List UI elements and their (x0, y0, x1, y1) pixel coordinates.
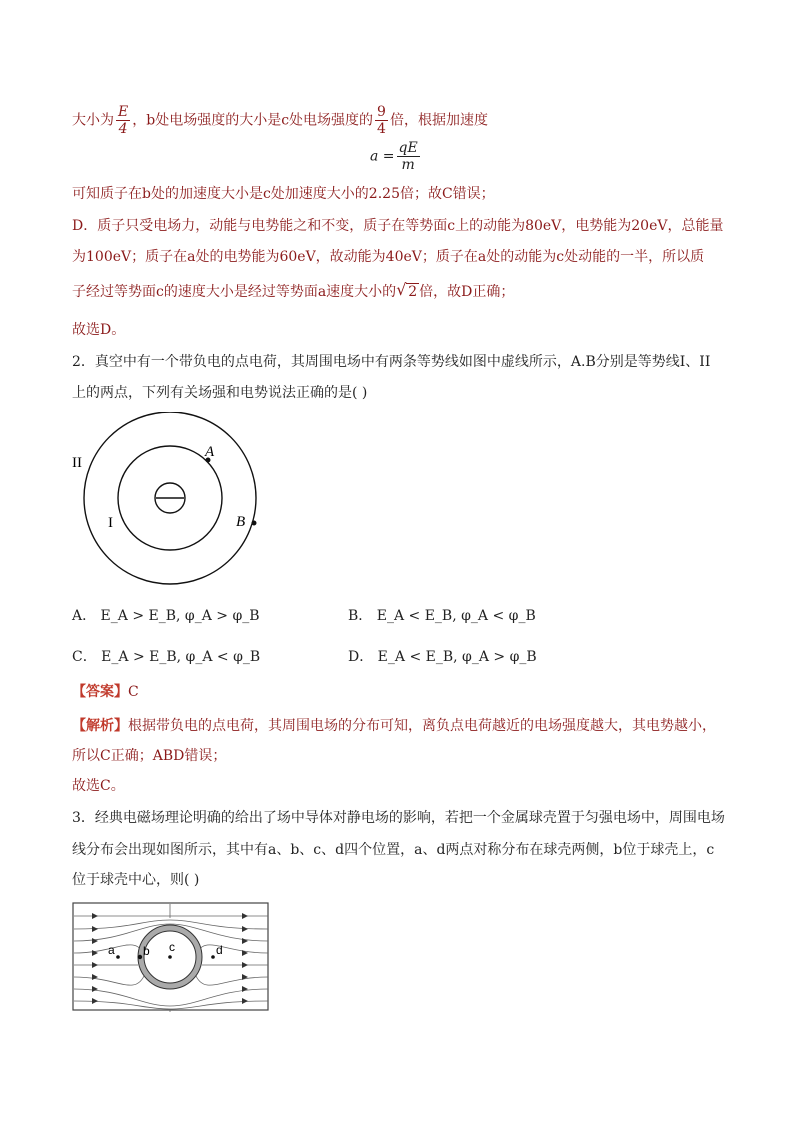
prev-solution-line-5: 为100eV；质子在a处的电势能为60eV，故动能为40eV；质子在a处的动能为c处动能的一半，所以质 (72, 249, 705, 265)
q3-stem-line-2: 线分布会出现如图所示，其中有a、b、c、d四个位置，a、d两点对称分布在球壳两侧，b位于球壳上，c (72, 842, 715, 858)
label-b: B (236, 514, 246, 530)
point-a-dot (116, 955, 120, 959)
analysis-tag: 【解析】 (72, 718, 128, 734)
q2-analysis-line-2: 所以C正确；ABD错误； (72, 748, 227, 764)
analysis-text: 根据带负电的点电荷，其周围电场的分布可知，离负点电荷越近的电场强度越大，其电势越小， (128, 718, 716, 734)
prev-solution-line-7: 故选D。 (72, 322, 126, 338)
point-b-dot (252, 521, 257, 526)
prev-solution-line-4: D．质子只受电场力，动能与电势能之和不变，质子在等势面c上的动能为80eV，电势能为20eV，总能量 (72, 218, 724, 234)
label-ii: II (72, 455, 82, 471)
q2-final: 故选C。 (72, 778, 125, 794)
q2-option-b: B． E_A < E_B, φ_A < φ_B (348, 608, 536, 624)
label-a: a (108, 943, 115, 957)
prev-solution-line-3: 可知质子在b处的加速度大小是c处加速度大小的2.25倍；故C错误； (72, 186, 495, 202)
acceleration-formula: a = $\frac{qE}{m}$ (370, 140, 418, 173)
q2-stem-line-2: 上的两点，下列有关场强和电势说法正确的是( ) (72, 385, 368, 401)
prev-solution-line-1 (72, 104, 488, 137)
label-d: d (216, 943, 223, 957)
q2-option-c: C． E_A > E_B, φ_A < φ_B (72, 649, 261, 665)
point-c-dot (168, 955, 172, 959)
label-i: I (108, 515, 113, 531)
prev-text: 子经过等势面c的速度大小是经过等势面a速度大小的 (72, 284, 397, 300)
point-b-dot (138, 955, 142, 959)
prev-text: 大小为 (72, 112, 114, 129)
q2-option-d: D． E_A < E_B, φ_A > φ_B (348, 649, 537, 665)
label-a: A (205, 444, 215, 460)
sqrt-2: √ 2 (396, 280, 418, 300)
prev-solution-line-6 (72, 282, 514, 302)
q2-answer (72, 682, 139, 702)
fraction-9-over-4: $\frac{9}{4}$ (377, 104, 386, 137)
q2-stem-line-1: 2．真空中有一个带负电的点电荷，其周围电场中有两条等势线如图中虚线所示，A.B分别是等势线I、II (72, 354, 711, 370)
q3-field-figure (72, 902, 270, 1012)
q3-stem-line-3: 位于球壳中心，则( ) (72, 872, 200, 888)
label-c: c (169, 940, 175, 954)
q3-stem-line-1: 3．经典电磁场理论明确的给出了场中导体对静电场的影响，若把一个金属球壳置于匀强电场中，周围电场 (72, 810, 725, 826)
prev-text: 倍，故D正确； (419, 284, 515, 300)
answer-tag: 【答案】 (72, 684, 128, 700)
fraction-qe-over-m: $\frac{qE}{m}$ (398, 140, 418, 173)
answer-value: C (128, 684, 139, 700)
prev-text: 倍，根据加速度 (389, 112, 488, 129)
q2-equipotential-figure (68, 412, 268, 592)
fraction-e-over-4: $\frac{E}{4}$ (118, 104, 129, 137)
prev-text: ，b处电场强度的大小是c处电场强度的 (132, 112, 374, 129)
q2-option-a: A． E_A > E_B, φ_A > φ_B (72, 608, 260, 624)
label-b: b (143, 944, 150, 958)
q2-analysis-line-1 (72, 716, 716, 736)
point-d-dot (211, 955, 215, 959)
